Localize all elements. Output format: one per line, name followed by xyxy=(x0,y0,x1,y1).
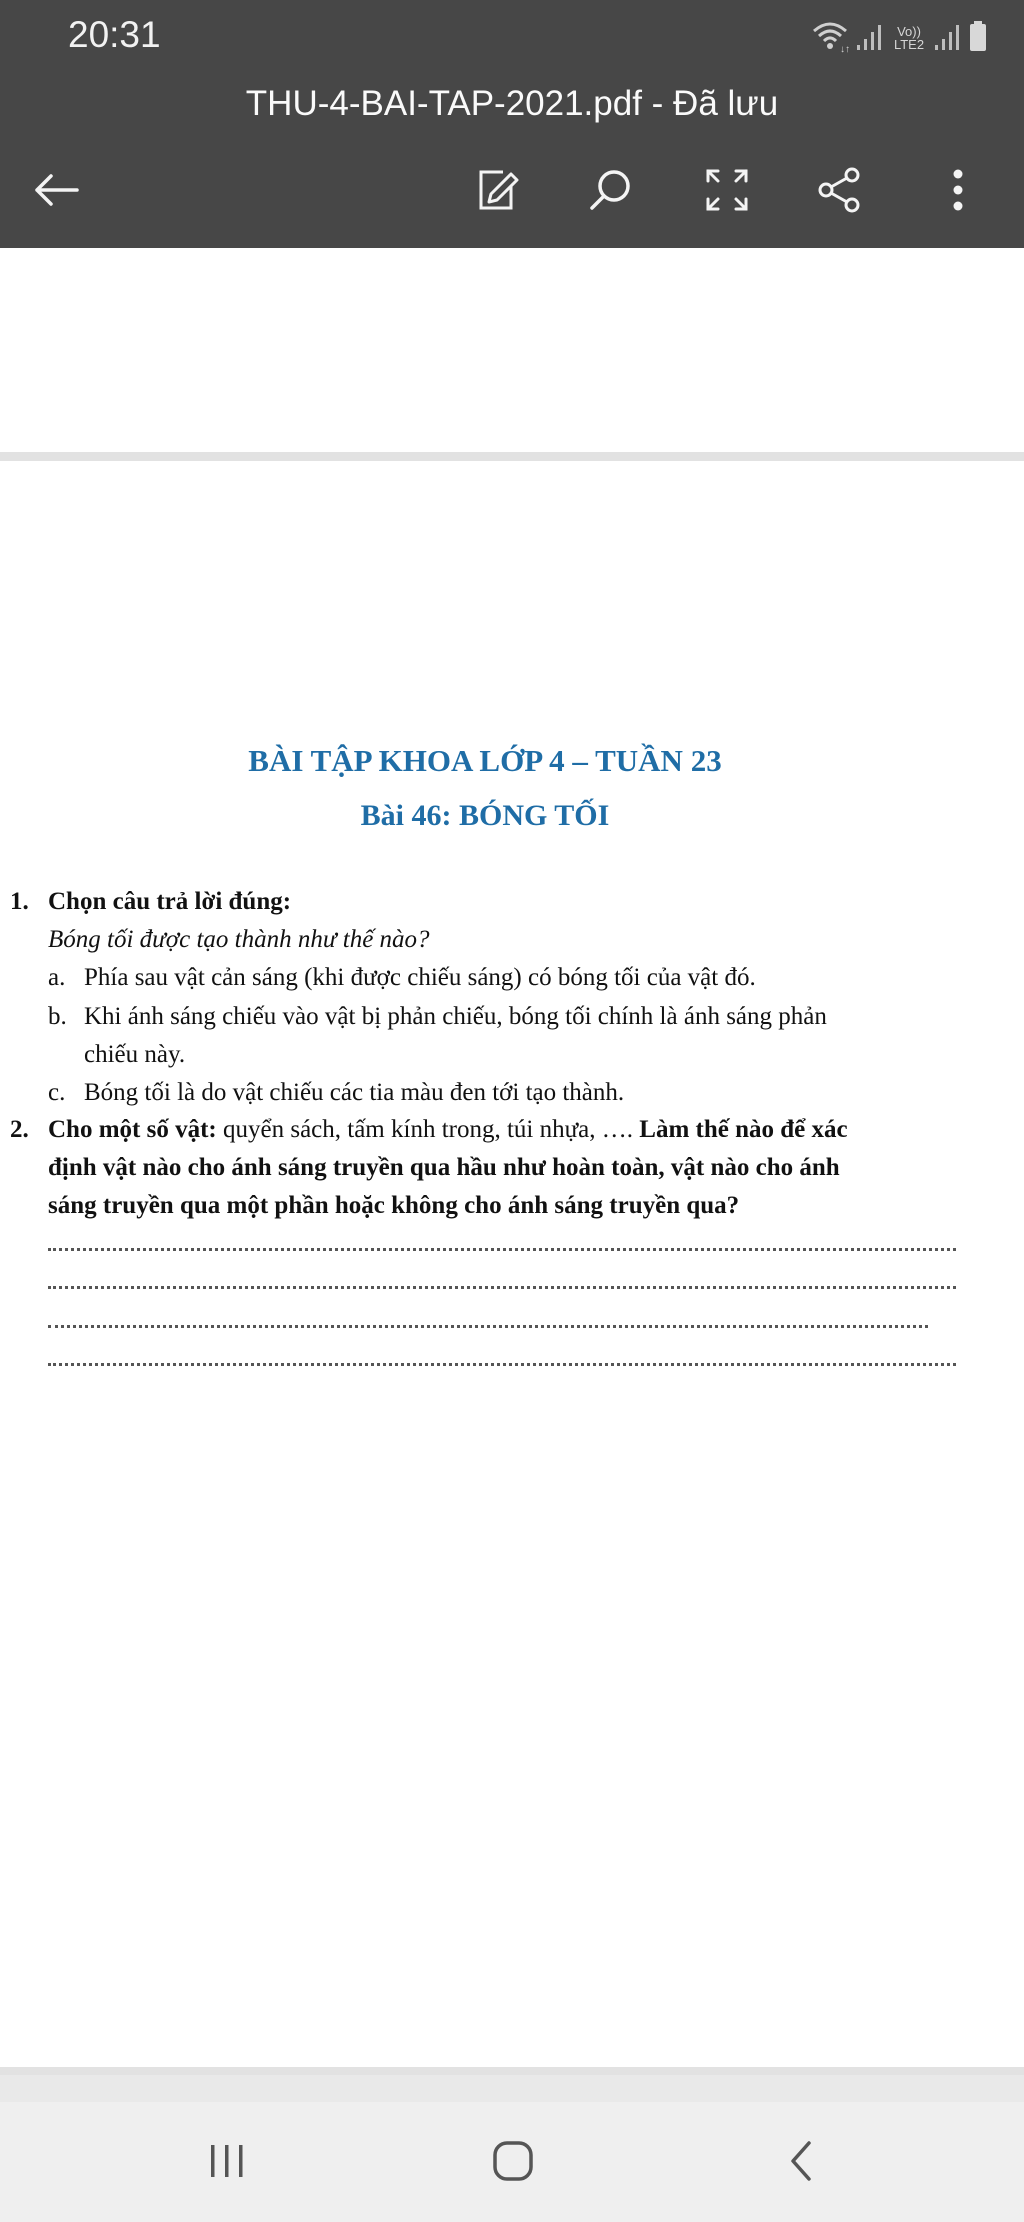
answer-line xyxy=(48,1248,956,1251)
wifi-icon xyxy=(810,19,850,58)
back-icon xyxy=(785,2139,815,2188)
fullscreen-icon xyxy=(704,167,750,213)
question-1-text: Bóng tối được tạo thành như thế nào? xyxy=(48,926,430,953)
option-c-letter: c. xyxy=(48,1079,66,1106)
status-time: 20:31 xyxy=(68,14,161,55)
question-2-line-1 xyxy=(48,1116,848,1144)
option-b-letter: b. xyxy=(48,1003,67,1030)
share-button[interactable] xyxy=(808,158,872,222)
pdf-page xyxy=(0,461,1024,2067)
status-icons xyxy=(810,16,988,60)
search-button[interactable] xyxy=(578,158,642,222)
question-2-line-3: sáng truyền qua một phần hoặc không cho ánh sáng truyền qua? xyxy=(48,1192,740,1219)
document-title: THU-4-BAI-TAP-2021.pdf - Đã lưu xyxy=(245,84,779,123)
back-arrow-icon xyxy=(31,170,81,210)
battery-icon xyxy=(968,20,988,57)
option-b-text: Khi ánh sáng chiếu vào vật bị phản chiếu, bóng tối chính là ánh sáng phản xyxy=(84,1003,827,1030)
signal-icon xyxy=(856,21,884,56)
svg-text:↓↑: ↓↑ xyxy=(840,43,850,53)
option-a-text: Phía sau vật cản sáng (khi được chiếu sáng) có bóng tối của vật đó. xyxy=(84,964,756,991)
volte-icon: Vo)) LTE2 xyxy=(893,24,925,52)
answer-line xyxy=(48,1363,956,1366)
search-icon xyxy=(586,166,634,214)
nav-back-button[interactable] xyxy=(765,2128,835,2198)
page-divider xyxy=(0,2067,1024,2075)
question-1-number: 1. xyxy=(10,888,29,915)
question-1-prompt: Chọn câu trả lời đúng: xyxy=(48,888,292,915)
more-options-button[interactable] xyxy=(926,158,990,222)
edit-button[interactable] xyxy=(465,158,529,222)
option-c-text: Bóng tối là do vật chiếu các tia màu đen tới tạo thành. xyxy=(84,1079,625,1106)
page-divider xyxy=(0,452,1024,461)
edit-icon xyxy=(473,166,521,214)
answer-line xyxy=(48,1286,956,1289)
more-vert-icon xyxy=(950,166,966,214)
signal-icon xyxy=(934,21,962,56)
page-heading: BÀI TẬP KHOA LỚP 4 – TUẦN 23 xyxy=(248,743,722,778)
question-2-items: quyển sách, tấm kính trong, túi nhựa, …. xyxy=(216,1116,634,1143)
question-2-lead: Cho một số vật: xyxy=(48,1116,217,1143)
question-2-ask: Làm thế nào để xác xyxy=(633,1116,848,1143)
answer-line xyxy=(48,1325,928,1328)
lesson-title: Bài 46: BÓNG TỐI xyxy=(360,799,610,832)
question-2-number: 2. xyxy=(10,1116,29,1143)
option-a-letter: a. xyxy=(48,964,66,991)
home-icon xyxy=(491,2139,535,2188)
recent-apps-icon xyxy=(207,2143,247,2184)
previous-page xyxy=(0,248,1024,452)
option-b-text-cont: chiếu này. xyxy=(84,1041,186,1068)
question-2-line-2: định vật nào cho ánh sáng truyền qua hầu như hoàn toàn, vật nào cho ánh xyxy=(48,1154,840,1181)
fullscreen-button[interactable] xyxy=(695,158,759,222)
share-icon xyxy=(816,166,864,214)
recent-apps-button[interactable] xyxy=(192,2128,262,2198)
system-nav-bar xyxy=(0,2102,1024,2222)
home-button[interactable] xyxy=(478,2128,548,2198)
app-header xyxy=(0,0,1024,248)
back-button[interactable] xyxy=(24,158,88,222)
